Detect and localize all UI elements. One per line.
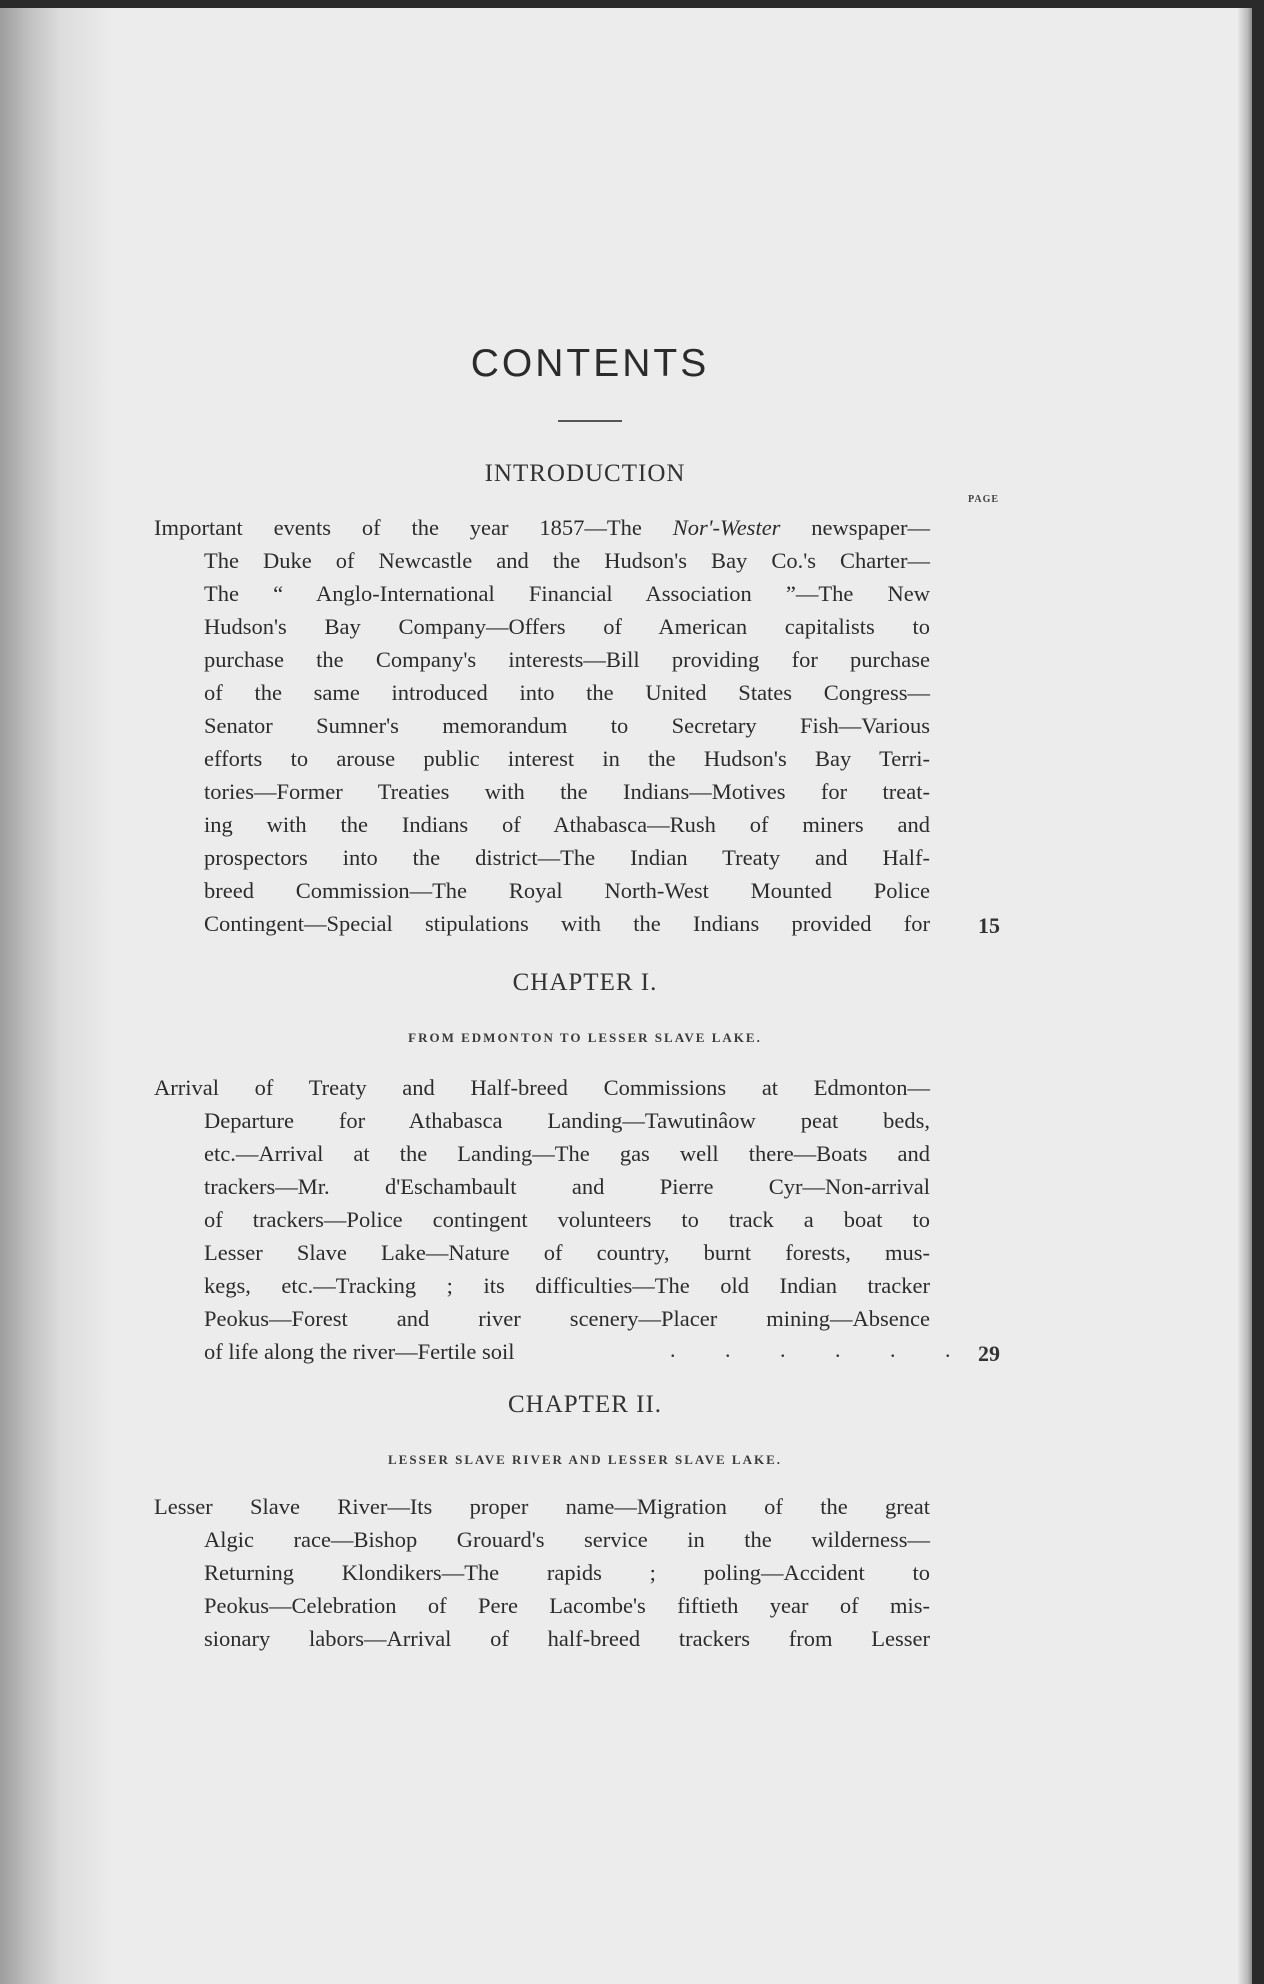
page-edge: [1238, 8, 1252, 1984]
chapter-1-heading: CHAPTER I.: [512, 969, 658, 996]
entry-line: efforts to arouse public interest in the Hudson's Bay Terri-: [204, 746, 930, 771]
entry-line: purchase the Company's interests—Bill providing for purchase: [204, 647, 930, 672]
introduction-heading: INTRODUCTION: [484, 460, 686, 487]
entry-line: Peokus—Forest and river scenery—Placer mining—Absence: [204, 1306, 930, 1331]
entry-line: of the same introduced into the United States Congress—: [204, 680, 930, 705]
entry-line: The Duke of Newcastle and the Hudson's Bay Co.'s Charter—: [204, 548, 930, 573]
entry-line: of life along the river—Fertile soil: [204, 1339, 515, 1364]
book-page: [0, 8, 1252, 1984]
entry-line: breed Commission—The Royal North-West Mounted Police: [204, 878, 930, 903]
entry-line: sionary labors—Arrival of half-breed trackers from Lesser: [204, 1626, 930, 1651]
entry-line: etc.—Arrival at the Landing—The gas well there—Boats and: [204, 1141, 930, 1166]
page-title: CONTENTS: [470, 342, 710, 385]
entry-line: prospectors into the district—The Indian Treaty and Half-: [204, 845, 930, 870]
leader-dots: . . . . . .: [670, 1337, 973, 1362]
introduction-page-number: 15: [978, 913, 1000, 938]
entry-line: Arrival of Treaty and Half-breed Commissions at Edmonton—: [154, 1075, 930, 1100]
entry-line: Contingent—Special stipulations with the Indians provided for: [204, 911, 930, 936]
entry-line: ing with the Indians of Athabasca—Rush of miners and: [204, 812, 930, 837]
entry-line: Hudson's Bay Company—Offers of American capitalists to: [204, 614, 930, 639]
entry-line: Lesser Slave Lake—Nature of country, burnt forests, mus-: [204, 1240, 930, 1265]
chapter-1-subtitle: FROM EDMONTON TO LESSER SLAVE LAKE.: [408, 1030, 762, 1045]
entry-line: Departure for Athabasca Landing—Tawutinâow peat beds,: [204, 1108, 930, 1133]
chapter-2-heading: CHAPTER II.: [507, 1391, 663, 1418]
title-rule: [558, 420, 622, 422]
entry-line: tories—Former Treaties with the Indians—Motives for treat-: [204, 779, 930, 804]
entry-line: The “ Anglo-International Financial Association ”—The New: [204, 581, 930, 606]
entry-line: Important events of the year 1857—The Nor'-Wester newspaper—: [154, 515, 930, 540]
entry-line: Senator Sumner's memorandum to Secretary Fish—Various: [204, 713, 930, 738]
entry-line: Returning Klondikers—The rapids ; poling—Accident to: [204, 1560, 930, 1585]
entry-line: kegs, etc.—Tracking ; its difficulties—The old Indian tracker: [204, 1273, 930, 1298]
chapter-2-subtitle: LESSER SLAVE RIVER AND LESSER SLAVE LAKE.: [388, 1452, 782, 1467]
page-column-label: PAGE: [968, 494, 1000, 505]
entry-line: of trackers—Police contingent volunteers to track a boat to: [204, 1207, 930, 1232]
entry-line: Algic race—Bishop Grouard's service in the wilderness—: [204, 1527, 930, 1552]
entry-line: trackers—Mr. d'Eschambault and Pierre Cyr—Non-arrival: [204, 1174, 930, 1199]
chapter-1-page-number: 29: [978, 1341, 1000, 1366]
entry-line: Peokus—Celebration of Pere Lacombe's fiftieth year of mis-: [204, 1593, 930, 1618]
entry-line: Lesser Slave River—Its proper name—Migration of the great: [154, 1494, 930, 1519]
